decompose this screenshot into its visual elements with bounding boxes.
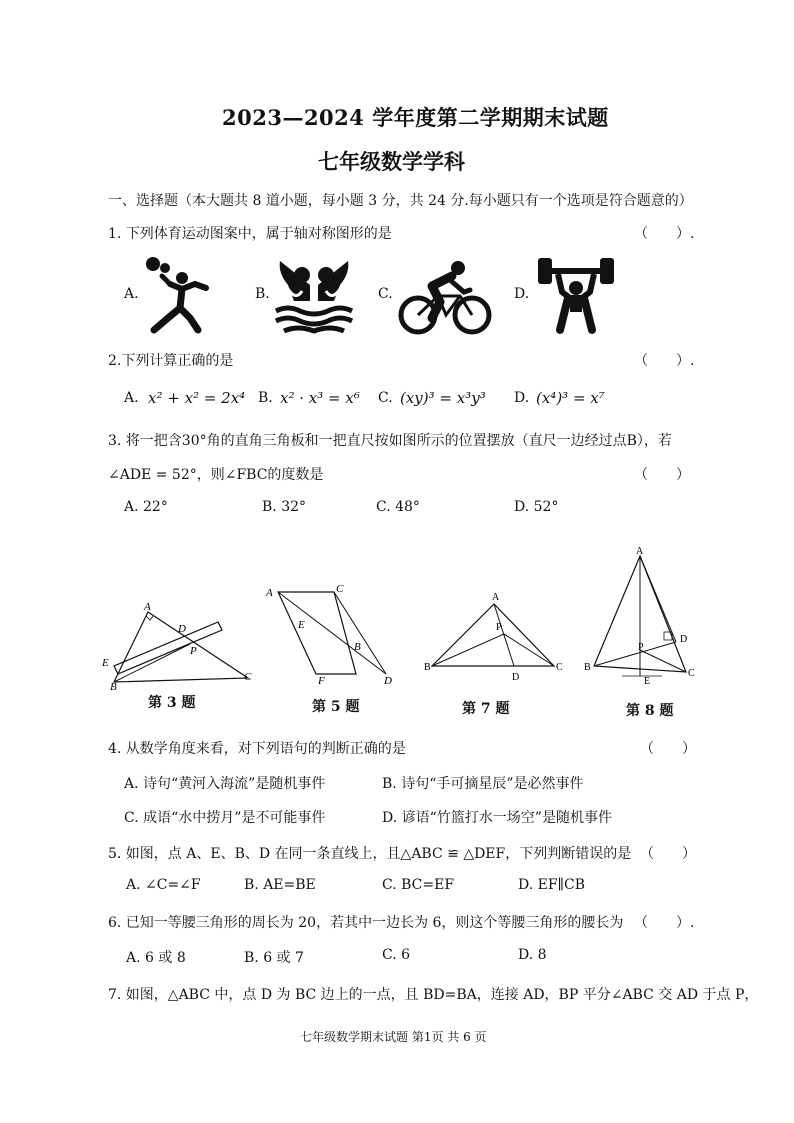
- q1-bracket: （ ）.: [634, 226, 695, 242]
- caption-q5: 第 5 题: [312, 699, 360, 715]
- synchronized-swimmers-icon: [274, 255, 354, 335]
- fig3-label-p: P: [190, 645, 197, 657]
- caption-q7: 第 7 题: [462, 701, 510, 717]
- q1-option-c: C.: [378, 286, 393, 302]
- weightlifter-icon: [536, 256, 616, 336]
- cyclist-icon: [398, 260, 494, 336]
- q6-bracket: （ ）.: [634, 915, 695, 931]
- fig5-label-d: D: [384, 675, 392, 687]
- q1-option-b: B.: [255, 286, 270, 302]
- q3-option-c: C. 48°: [376, 499, 420, 515]
- q6-option-c: C. 6: [382, 947, 411, 963]
- q7-stem: 7. 如图，△ABC 中，点 D 为 BC 边上的一点，且 BD=BA，连接 AD，BP 平分∠ABC 交 AD 于点 P，: [108, 987, 759, 1003]
- fig7-label-b: B: [424, 662, 431, 673]
- q4-option-d: D. 谚语“竹篮打水一场空”是随机事件: [382, 810, 612, 826]
- q2-option-d-label: D.: [514, 390, 530, 406]
- q2-option-c-expr: (xy)³ = x³y³: [400, 389, 486, 407]
- q6-option-d: D. 8: [518, 947, 547, 963]
- q1-stem: 1. 下列体育运动图案中，属于轴对称图形的是: [108, 226, 392, 242]
- q6-option-a: A. 6 或 8: [126, 950, 186, 966]
- q5-option-b: B. AE=BE: [244, 877, 316, 893]
- fig5-label-e: E: [298, 619, 305, 631]
- q2-option-d-expr: (x⁴)³ = x⁷: [536, 389, 605, 407]
- q5-bracket: （ ）: [640, 846, 696, 862]
- page-footer: 七年级数学期末试题 第1页 共 6 页: [300, 1030, 487, 1044]
- fig5-label-f: F: [318, 675, 325, 687]
- q2-bracket: （ ）.: [634, 353, 695, 369]
- q4-bracket: （ ）: [640, 741, 696, 757]
- q4-option-a: A. 诗句“黄河入海流”是随机事件: [124, 776, 326, 792]
- fig3-label-a: A: [144, 601, 151, 613]
- figure-q5: [262, 582, 402, 686]
- page-subtitle: 七年级数学学科: [318, 149, 465, 174]
- q5-stem: 5. 如图，点 A、E、B、D 在同一条直线上，且△ABC ≌ △DEF，下列判断错误的是: [108, 846, 632, 862]
- q6-stem: 6. 已知一等腰三角形的周长为 20，若其中一边长为 6，则这个等腰三角形的腰长为: [108, 915, 624, 931]
- q4-option-b: B. 诗句“手可摘星辰”是必然事件: [382, 776, 584, 792]
- fig7-label-d: D: [512, 672, 520, 683]
- fig8-label-d: D: [680, 634, 688, 645]
- fig7-label-c: C: [556, 662, 563, 673]
- fig3-label-b: B: [110, 681, 117, 693]
- table-tennis-player-icon: [140, 256, 215, 334]
- caption-q3: 第 3 题: [148, 695, 196, 711]
- q2-option-a-label: A.: [124, 390, 139, 406]
- q5-option-d: D. EF∥CB: [518, 877, 586, 893]
- section-heading: 一、选择题（本大题共 8 道小题，每小题 3 分，共 24 分.每小题只有一个选项是符合题意的）: [108, 193, 693, 209]
- q1-option-a: A.: [124, 286, 139, 302]
- fig3-label-c: C: [244, 671, 252, 683]
- q3-stem-line1: 3. 将一把含30°角的直角三角板和一把直尺按如图所示的位置摆放（直尺一边经过点B），若: [108, 433, 672, 449]
- q2-option-b-expr: x² · x³ = x⁶: [280, 389, 360, 407]
- caption-q8: 第 8 题: [626, 703, 674, 719]
- q1-option-d: D.: [514, 286, 530, 302]
- fig8-label-b: B: [584, 662, 591, 673]
- figure-q7: [422, 592, 572, 688]
- q2-option-c-label: C.: [378, 390, 393, 406]
- fig5-label-c: C: [336, 583, 344, 595]
- q3-option-b: B. 32°: [262, 499, 307, 515]
- q3-stem-line2: ∠ADE = 52°，则∠FBC的度数是: [108, 467, 324, 483]
- fig3-label-d: D: [178, 623, 186, 635]
- q4-stem: 4. 从数学角度来看，对下列语句的判断正确的是: [108, 741, 406, 757]
- fig8-label-a: A: [636, 546, 644, 557]
- fig5-label-b: B: [354, 641, 361, 653]
- fig5-label-a: A: [266, 587, 273, 599]
- fig8-label-e: E: [644, 676, 651, 687]
- q4-option-c: C. 成语“水中捞月”是不可能事件: [124, 810, 326, 826]
- figure-q3: [100, 598, 260, 693]
- page-title: 2023—2024 学年度第二学期期末试题: [222, 105, 609, 130]
- q5-option-a: A. ∠C=∠F: [126, 877, 201, 893]
- q2-option-a-expr: x² + x² = 2x⁴: [148, 389, 246, 407]
- q3-option-a: A. 22°: [124, 499, 168, 515]
- fig3-label-e: E: [102, 657, 109, 669]
- figure-q8: [582, 546, 702, 686]
- fig8-label-c: C: [688, 668, 695, 679]
- q5-option-c: C. BC=EF: [382, 877, 455, 893]
- fig7-label-a: A: [492, 592, 500, 603]
- q2-option-b-label: B.: [258, 390, 273, 406]
- fig7-label-p: P: [496, 622, 502, 633]
- q6-option-b: B. 6 或 7: [244, 950, 304, 966]
- fig8-label-p: P: [638, 642, 644, 653]
- q3-option-d: D. 52°: [514, 499, 559, 515]
- q2-stem: 2.下列计算正确的是: [108, 353, 234, 369]
- q3-bracket: （ ）: [634, 467, 690, 483]
